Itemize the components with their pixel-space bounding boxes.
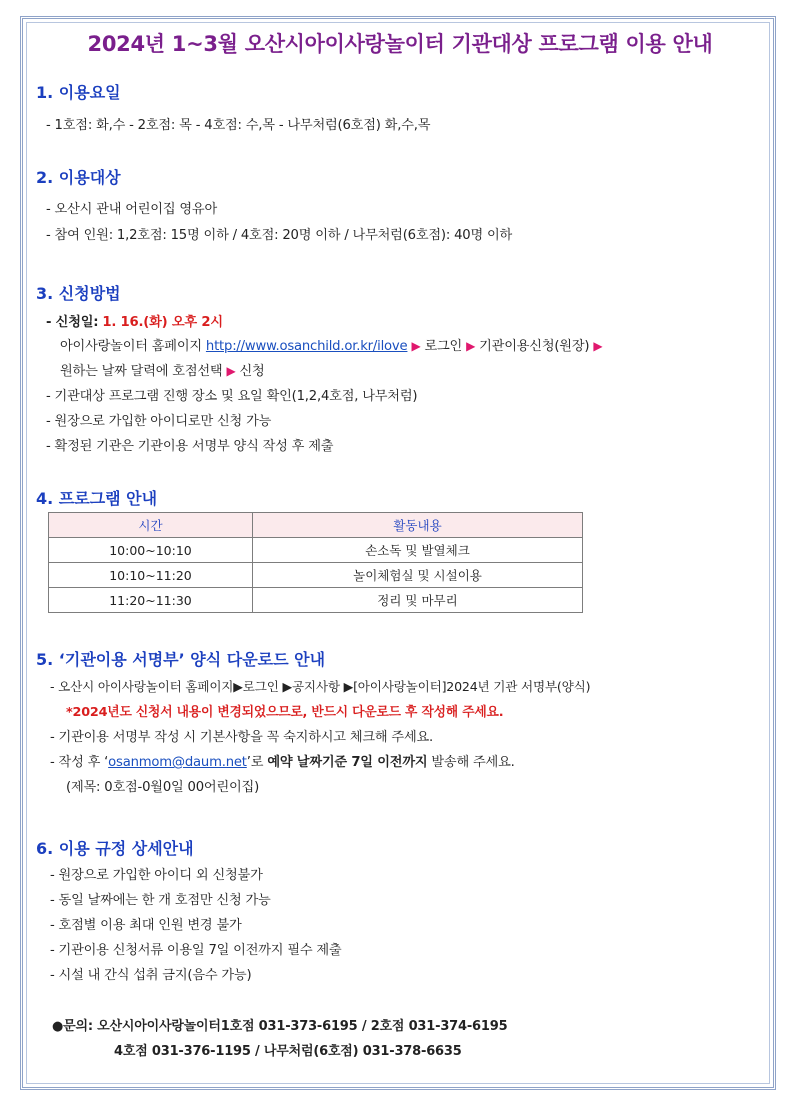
step-login: 로그인	[424, 339, 463, 354]
table-row	[49, 588, 583, 613]
step-apply: 기관이용신청(원장)	[479, 339, 590, 354]
homepage-link[interactable]: http://www.osanchild.or.kr/ilove	[205, 339, 408, 354]
section-5-line-3: - 기관이용 서명부 작성 시 기본사항을 꼭 숙지하시고 체크해 주세요.	[50, 730, 434, 745]
section-3-line-5: - 확정된 기관은 기관이용 서명부 양식 작성 후 제출	[46, 439, 334, 454]
step-submit: 신청	[239, 364, 265, 379]
apply-date-line	[46, 311, 223, 330]
cell-activity: 손소독 및 발열체크	[253, 538, 583, 563]
rule-item: - 동일 날짜에는 한 개 호점만 신청 가능	[50, 893, 271, 908]
column-header-time: 시간	[49, 513, 253, 538]
cell-activity: 정리 및 마무리	[253, 588, 583, 613]
section-5-heading: 5. ‘기관이용 서명부’ 양식 다운로드 안내	[36, 650, 326, 669]
rule-item: - 호점별 이용 최대 인원 변경 불가	[50, 918, 242, 933]
rule-item: - 원장으로 가입한 아이디 외 신청불가	[50, 868, 263, 883]
email-subject-format: (제목: 0호점-0월0일 00어린이집)	[66, 780, 260, 795]
arrow-right-icon: ▶	[593, 339, 603, 353]
section-6-heading: 6. 이용 규정 상세안내	[36, 839, 194, 858]
table-row	[49, 563, 583, 588]
apply-date-label: - 신청일:	[46, 315, 99, 330]
apply-steps-line-2	[60, 360, 265, 379]
rule-item: - 시설 내 간식 섭취 금지(음수 가능)	[50, 968, 252, 983]
apply-steps-line	[60, 335, 602, 354]
section-1-heading: 1. 이용요일	[36, 83, 121, 102]
cell-time: 10:10~11:20	[49, 563, 253, 588]
section-3-heading: 3. 신청방법	[36, 284, 121, 303]
arrow-right-icon: ▶	[466, 339, 476, 353]
send-mid: ’로	[246, 755, 268, 770]
send-deadline: 예약 날짜기준 7일 이전까지	[267, 755, 428, 770]
rule-item: - 기관이용 신청서류 이용일 7일 이전까지 필수 제출	[50, 943, 342, 958]
column-header-activity: 활동내용	[253, 513, 583, 538]
table-header-row	[49, 513, 583, 538]
section-3-line-4: - 원장으로 가입한 아이디로만 신청 가능	[46, 414, 272, 429]
contact-line-1: ●문의: 오산시아이사랑놀이터1호점 031-373-6195 / 2호점 031-374-6195	[52, 1019, 508, 1034]
send-prefix: - 작성 후 ‘	[50, 755, 109, 770]
arrow-right-icon: ▶	[226, 364, 236, 378]
section-5-line-1: - 오산시 아이사랑놀이터 홈페이지▶로그인 ▶공지사항 ▶[아이사랑놀이터]2024년 기관 서명부(양식)	[50, 679, 591, 694]
cell-time: 11:20~11:30	[49, 588, 253, 613]
section-1-days: - 1호점: 화,수 - 2호점: 목 - 4호점: 수,목 - 나무처럼(6호점) 화,수,목	[46, 118, 431, 133]
homepage-text: 아이사랑놀이터 홈페이지	[60, 339, 202, 354]
contact-line-2: 4호점 031-376-1195 / 나무처럼(6호점) 031-378-6635	[114, 1044, 462, 1059]
section-5-notice: *2024년도 신청서 내용이 변경되었으므로, 반드시 다운로드 후 작성해 주세요.	[66, 705, 504, 720]
calendar-step: 원하는 날짜 달력에 호점선택	[60, 364, 223, 379]
arrow-right-icon: ▶	[411, 339, 421, 353]
section-3-line-3: - 기관대상 프로그램 진행 장소 및 요일 확인(1,2,4호점, 나무처럼)	[46, 389, 418, 404]
section-4-heading: 4. 프로그램 안내	[36, 489, 158, 508]
section-5-line-4	[50, 751, 515, 770]
section-2-heading: 2. 이용대상	[36, 168, 121, 187]
cell-time: 10:00~10:10	[49, 538, 253, 563]
apply-date-value: 1. 16.(화) 오후 2시	[102, 315, 223, 330]
table-row	[49, 538, 583, 563]
cell-activity: 놀이체험실 및 시설이용	[253, 563, 583, 588]
email-link[interactable]: osanmom@daum.net	[108, 755, 247, 770]
send-suffix: 발송해 주세요.	[427, 755, 515, 770]
section-2-line-1: - 오산시 관내 어린이집 영유아	[46, 202, 217, 217]
page-title: 2024년 1~3월 오산시아이사랑놀이터 기관대상 프로그램 이용 안내	[87, 32, 713, 56]
section-2-line-2: - 참여 인원: 1,2호점: 15명 이하 / 4호점: 20명 이하 / 나무처럼(6호점): 40명 이하	[46, 228, 513, 243]
program-table	[48, 512, 583, 613]
